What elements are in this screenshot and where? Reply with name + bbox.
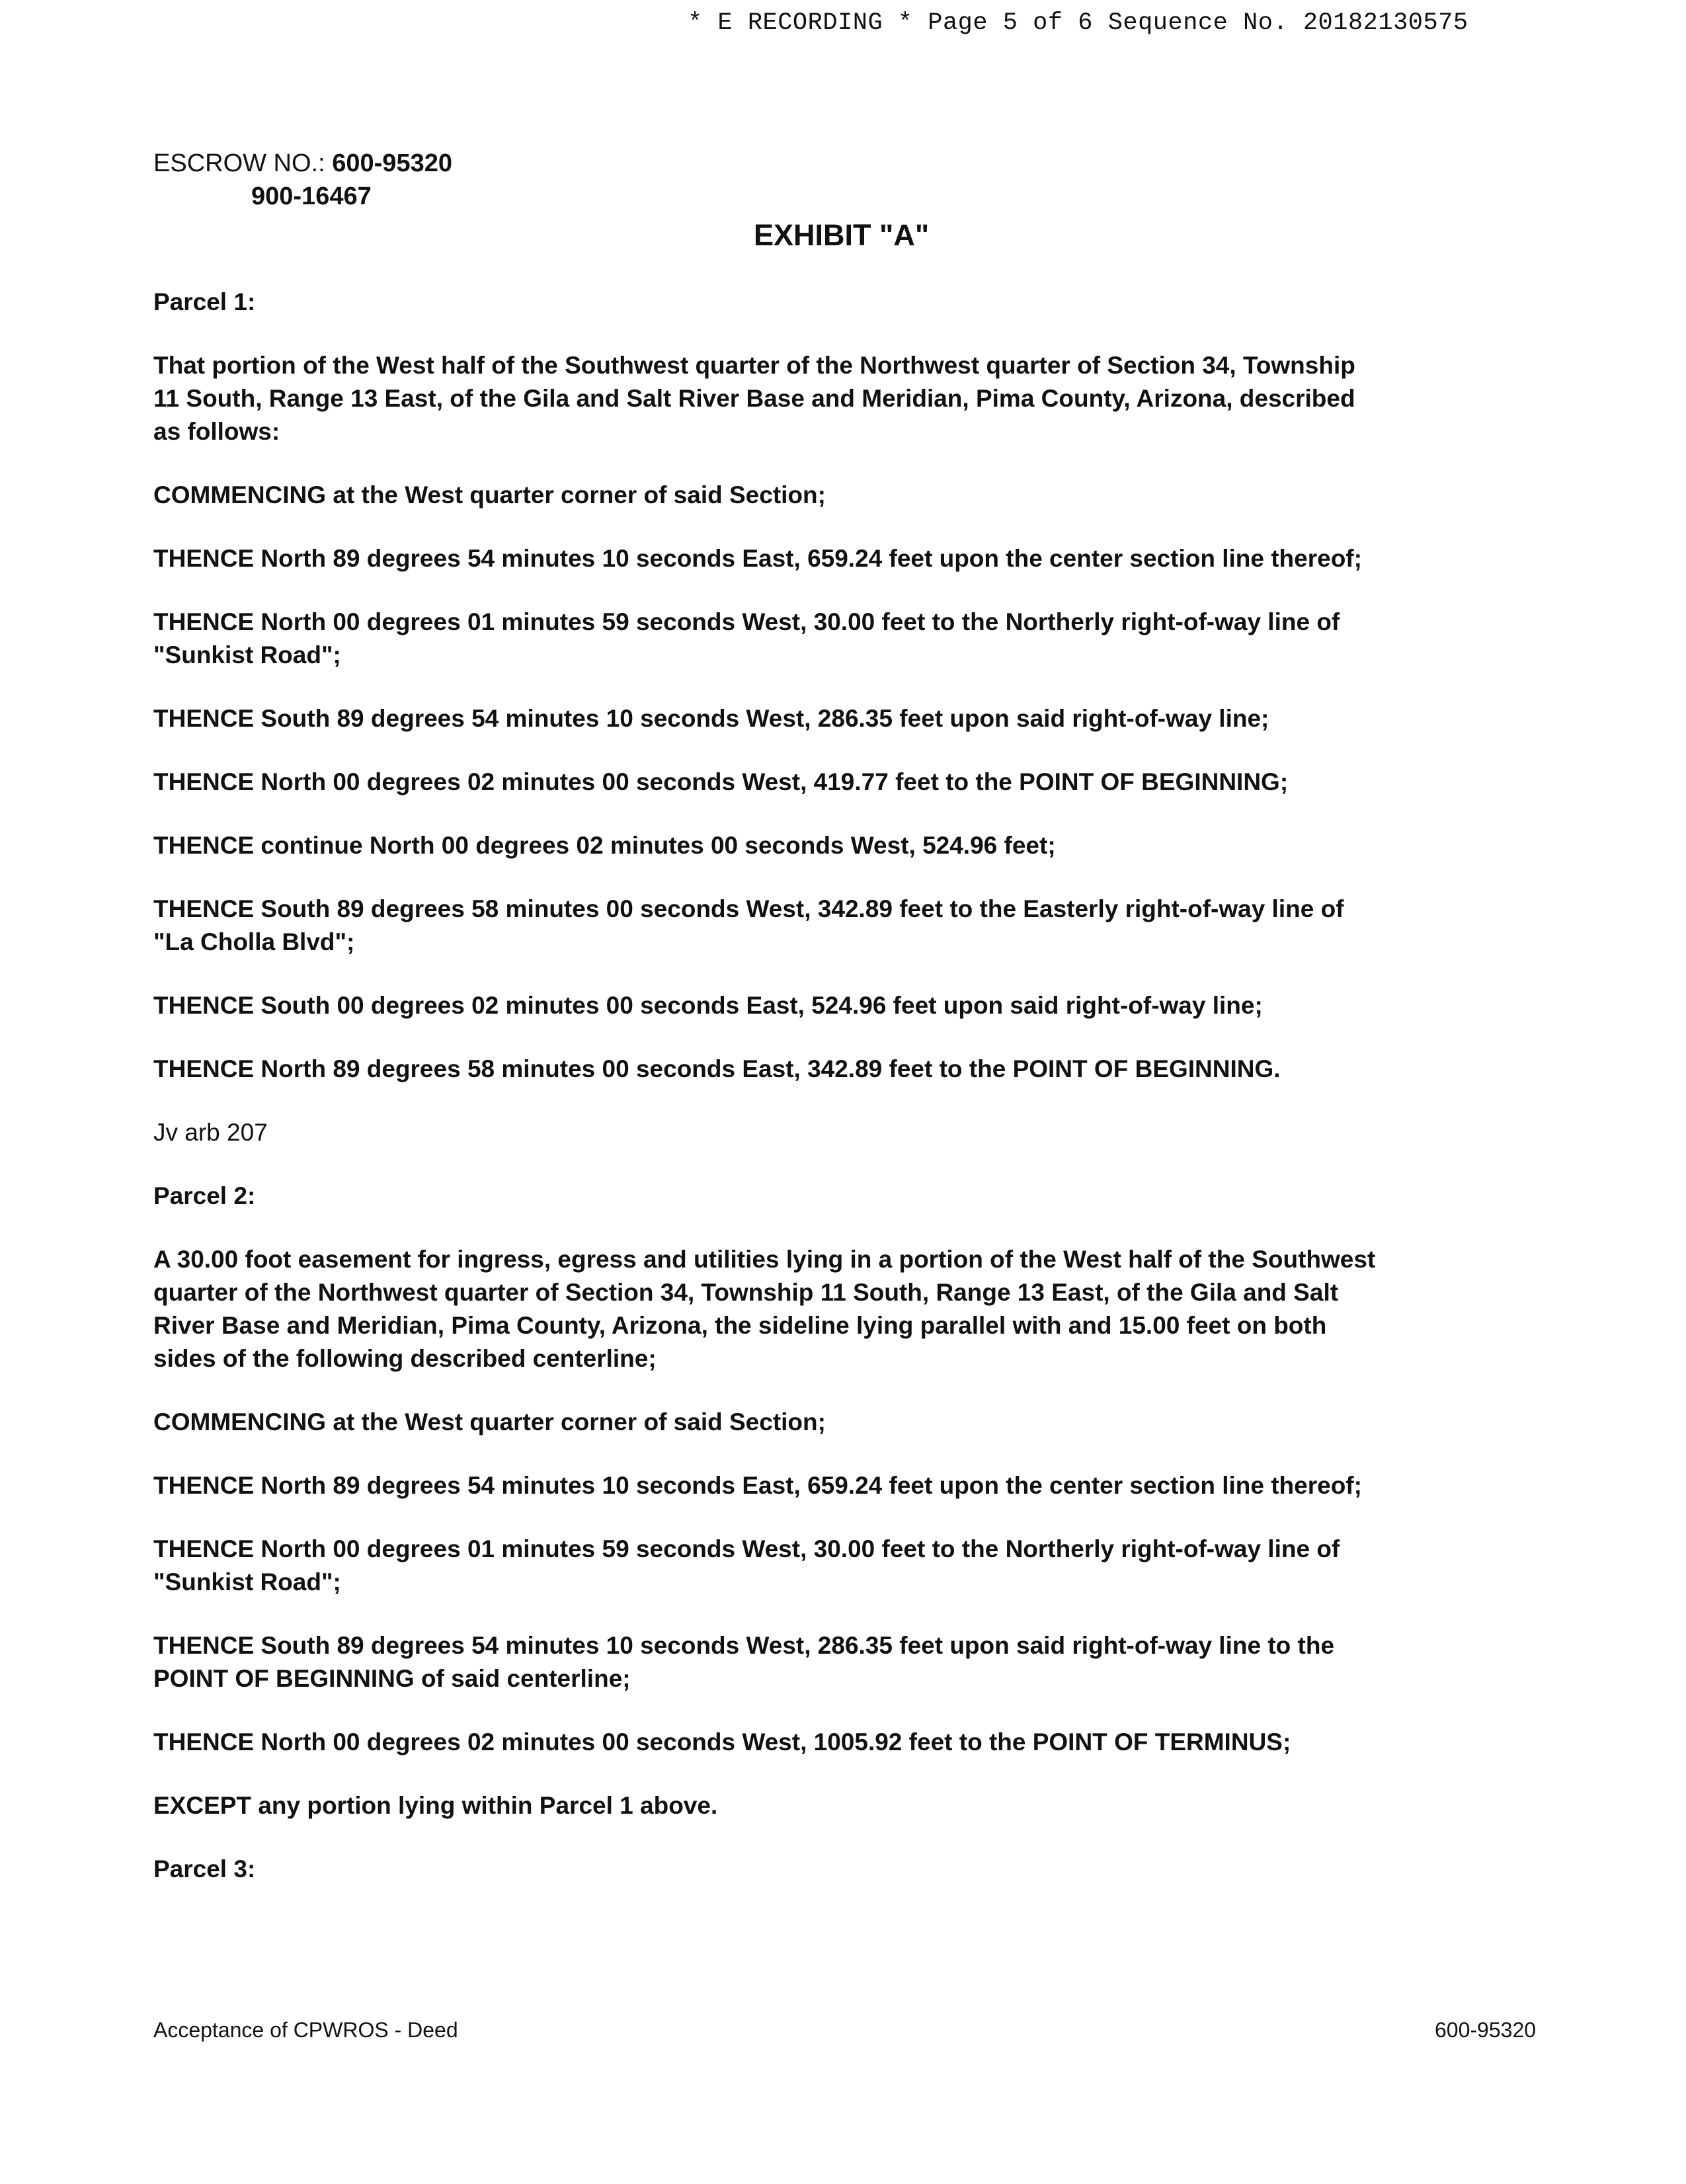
- footer-escrow-number: 600-95320: [1435, 2018, 1537, 2042]
- paragraph-parcel-2-description: A 30.00 foot easement for ingress, egress and utilities lying in a portion of the West half of the Southwest quarter of the Northwest quarter of Section 34, Township 11 South, Range 13 East, of the Gila and Salt River Base and Meridian, Pima County, Arizona, the sideline lying parallel with and 15.00 feet on both sides of the following described centerline;: [153, 1246, 1376, 1372]
- paragraph-thence: THENCE North 00 degrees 01 minutes 59 seconds West, 30.00 feet to the Northerly right-of-way line of "Sunkist Road";: [153, 1535, 1340, 1596]
- paragraph-thence: THENCE North 00 degrees 02 minutes 00 seconds West, 1005.92 feet to the POINT OF TERMINUS;: [153, 1728, 1291, 1756]
- paragraph-thence: THENCE North 00 degrees 01 minutes 59 seconds West, 30.00 feet to the Northerly right-of-way line of "Sunkist Road";: [153, 608, 1340, 668]
- paragraph-parcel-2-heading: Parcel 2:: [153, 1182, 256, 1209]
- exhibit-title: EXHIBIT "A": [754, 218, 930, 252]
- paragraph-thence: THENCE North 00 degrees 02 minutes 00 seconds West, 419.77 feet to the POINT OF BEGINNING;: [153, 768, 1289, 795]
- paragraph-thence: THENCE South 00 degrees 02 minutes 00 seconds East, 524.96 feet upon said right-of-way line;: [153, 992, 1263, 1019]
- escrow-block: [153, 147, 452, 213]
- footer-document-title: Acceptance of CPWROS - Deed: [153, 2018, 458, 2042]
- paragraph-thence: THENCE North 89 degrees 54 minutes 10 seconds East, 659.24 feet upon the center section line thereof;: [153, 545, 1362, 572]
- paragraph-initials: Jv arb 207: [153, 1119, 268, 1146]
- escrow-line-1: [153, 147, 452, 180]
- paragraph-thence: THENCE continue North 00 degrees 02 minutes 00 seconds West, 524.96 feet;: [153, 832, 1056, 859]
- paragraph-thence: THENCE South 89 degrees 54 minutes 10 seconds West, 286.35 feet upon said right-of-way line to the POINT OF BEGINNING of said centerline;: [153, 1632, 1335, 1692]
- paragraph-parcel-3-heading: Parcel 3:: [153, 1855, 256, 1882]
- paragraph-commencing: COMMENCING at the West quarter corner of said Section;: [153, 481, 826, 508]
- escrow-label: ESCROW NO.:: [153, 149, 325, 177]
- paragraph-thence: THENCE South 89 degrees 54 minutes 10 seconds West, 286.35 feet upon said right-of-way line;: [153, 705, 1269, 732]
- recording-header: * E RECORDING * Page 5 of 6 Sequence No. 20182130575: [688, 9, 1468, 37]
- paragraph-parcel-1-description: That portion of the West half of the Southwest quarter of the Northwest quarter of Section 34, Township 11 South, Range 13 East, of the Gila and Salt River Base and Meridian, Pima County, Arizona, described as follows:: [153, 352, 1355, 445]
- paragraph-parcel-1-heading: Parcel 1:: [153, 288, 256, 315]
- paragraph-thence: THENCE South 89 degrees 58 minutes 00 seconds West, 342.89 feet to the Easterly right-of-way line of "La Cholla Blvd";: [153, 895, 1344, 955]
- legal-description: [153, 286, 1529, 1886]
- escrow-number-2: 900-16467: [251, 182, 372, 210]
- paragraph-thence: THENCE North 89 degrees 54 minutes 10 seconds East, 659.24 feet upon the center section line thereof;: [153, 1472, 1362, 1499]
- paragraph-commencing: COMMENCING at the West quarter corner of said Section;: [153, 1408, 826, 1436]
- escrow-number-1: 600-95320: [332, 149, 452, 177]
- paragraph-thence: THENCE North 89 degrees 58 minutes 00 seconds East, 342.89 feet to the POINT OF BEGINNING.: [153, 1055, 1281, 1082]
- paragraph-except: EXCEPT any portion lying within Parcel 1 above.: [153, 1792, 718, 1819]
